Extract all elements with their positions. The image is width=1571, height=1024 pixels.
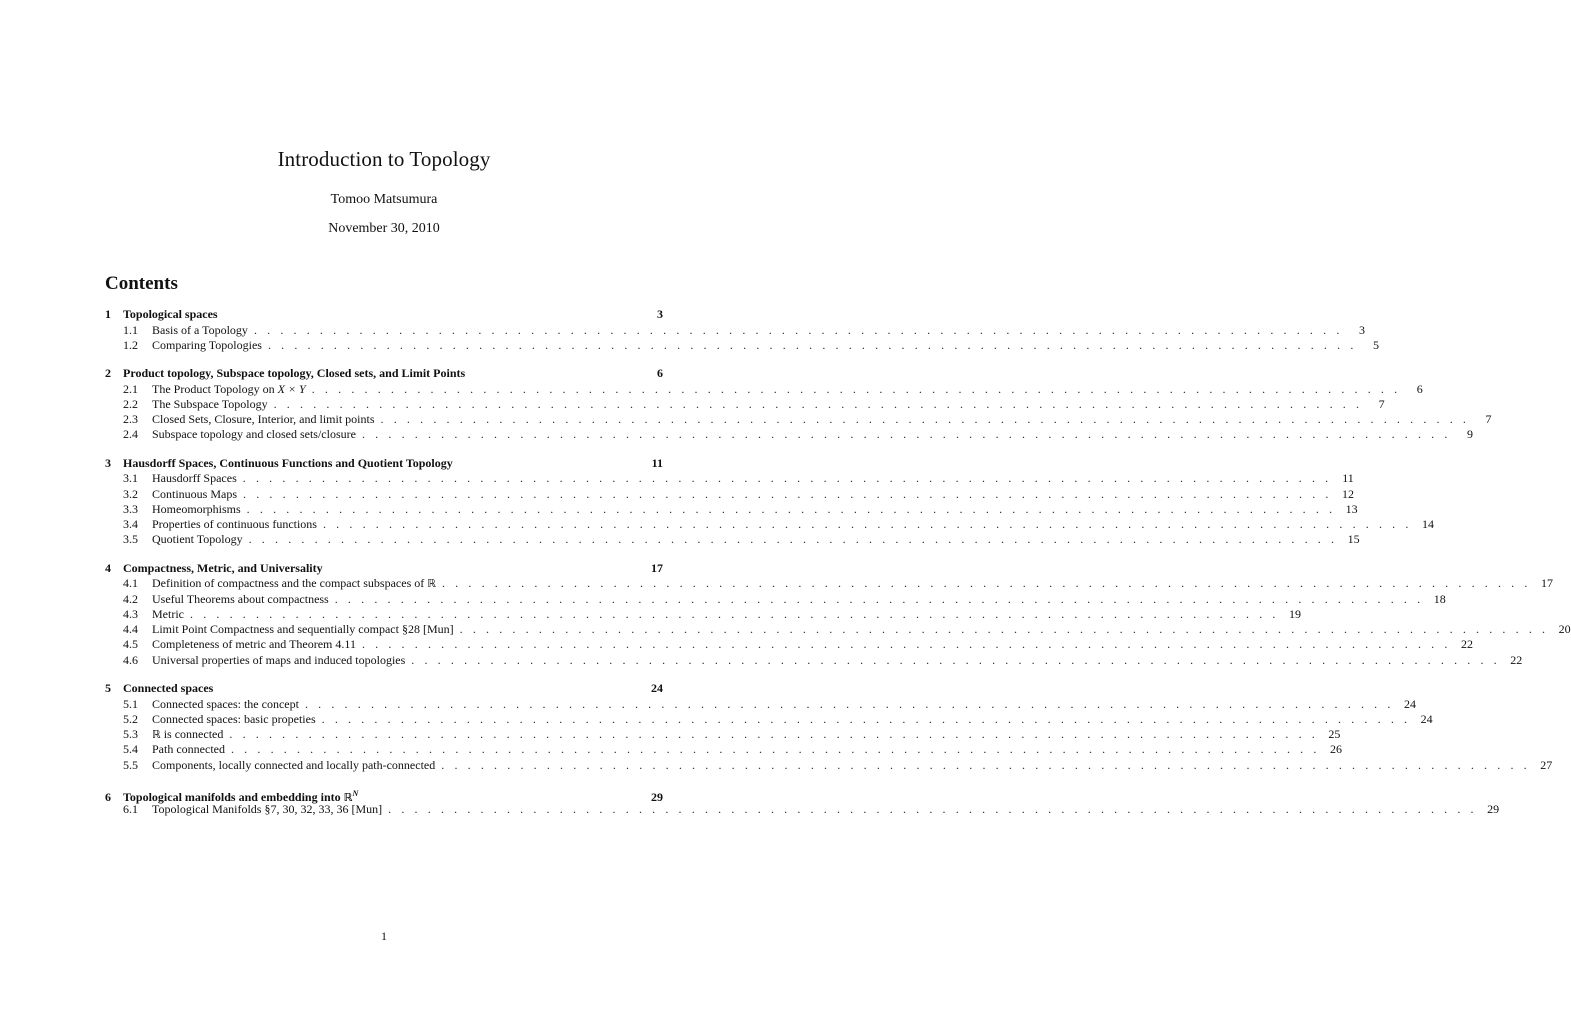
section-title-text: Topological spaces [123,307,218,321]
subsection-title [152,607,184,622]
toc-subsection-row[interactable] [105,727,1341,742]
dot-leader: . . . . . . . . . . . . . . . . . . . . . . . . . . . . . . . . . . . . . . . . . . . . . . . . . . . . . . . . . . . . . . . . . . . . . . . . . . . . . . . . . . . [243,486,1333,501]
section-number: 6 [105,790,111,805]
toc-section [105,560,1571,668]
subsection-title [152,502,241,517]
dot-leader: . . . . . . . . . . . . . . . . . . . . . . . . . . . . . . . . . . . . . . . . . . . . . . . . . . . . . . . . . . . . . . . . . . . . . . . . . . . . . . . . . . . [361,637,1451,652]
dot-leader: . . . . . . . . . . . . . . . . . . . . . . . . . . . . . . . . . . . . . . . . . . . . . . . . . . . . . . . . . . . . . . . . . . . . . . . . . . . . . . . . . . . [229,727,1319,742]
toc-subsection-row[interactable] [105,517,1434,532]
subsection-title-text: Properties of continuous functions [152,517,317,532]
subsection-title [152,697,299,712]
subsection-title [152,487,237,502]
subsection-title-text: Limit Point Compactness and sequentially compact §28 [Mun] [152,622,454,637]
contents-heading: Contents [105,273,178,294]
section-page: 3 [657,307,663,321]
subsection-title-text: Components, locally connected and locally path-connected [152,757,436,772]
toc-subsection-row[interactable] [105,606,1301,622]
subsection-number: 3.5 [123,532,138,547]
subsection-number: 4.3 [123,606,138,621]
subsection-number: 2.4 [123,427,138,442]
subsection-title-text: The Product Topology on [152,381,278,396]
section-title-text: Topological manifolds and embedding into [123,790,344,805]
subsection-title [152,323,248,338]
subsection-number: 4.6 [123,652,138,667]
subsection-page: 7 [1378,396,1385,411]
subsection-title-text: Quotient Topology [152,532,243,547]
subsection-number: 4.1 [123,576,138,591]
toc-subsection-row[interactable] [105,337,1379,353]
dot-leader: . . . . . . . . . . . . . . . . . . . . . . . . . . . . . . . . . . . . . . . . . . . . . . . . . . . . . . . . . . . . . . . . . . . . . . . . . . . . . . . . . . . [441,576,1531,591]
subsection-title [152,427,356,442]
section-page: 11 [651,455,663,470]
section-title-text: Connected spaces [123,681,214,696]
subsection-page: 29 [1487,801,1500,816]
dot-leader: . . . . . . . . . . . . . . . . . . . . . . . . . . . . . . . . . . . . . . . . . . . . . . . . . . . . . . . . . . . . . . . . . . . . . . . . . . . . . . . . . . . [388,801,1478,816]
subsection-number: 5.2 [123,711,138,726]
dot-leader: . . . . . . . . . . . . . . . . . . . . . . . . . . . . . . . . . . . . . . . . . . . . . . . . . . . . . . . . . . . . . . . . . . . . . . . . . . . . . . . . . . . [246,501,1336,516]
subsection-title-math: ℝ [427,577,436,591]
dot-leader: . . . . . . . . . . . . . . . . . . . . . . . . . . . . . . . . . . . . . . . . . . . . . . . . . . . . . . . . . . . . . . . . . . . . . . . . . . . . . . . . . . . [242,471,1332,486]
toc-section [105,681,1553,773]
subsection-title [152,517,317,532]
subsection-title [152,637,356,652]
subsection-title [152,758,435,773]
subsection-title-text: Homeomorphisms [152,501,241,516]
subsection-title [152,576,436,591]
dot-leader: . . . . . . . . . . . . . . . . . . . . . . . . . . . . . . . . . . . . . . . . . . . . . . . . . . . . . . . . . . . . . . . . . . . . . . . . . . . . . . . . . . . [267,337,1357,352]
section-number: 4 [105,560,111,575]
subsection-title [152,622,454,637]
section-title-text: Compactness, Metric, and Universality [123,560,323,575]
subsection-title [152,338,262,353]
subsection-page: 24 [1403,696,1416,711]
subsection-title-text: Metric [152,606,184,621]
subsection-number: 6.1 [123,801,138,816]
subsection-title-text: Closed Sets, Closure, Interior, and limit points [152,412,375,427]
document-author: Tomoo Matsumura [330,192,438,207]
toc-section-row[interactable] [105,786,663,805]
subsection-page: 15 [1347,532,1360,547]
subsection-page: 6 [1416,381,1423,396]
subsection-page: 26 [1329,742,1342,757]
subsection-title [152,382,306,397]
dot-leader: . . . . . . . . . . . . . . . . . . . . . . . . . . . . . . . . . . . . . . . . . . . . . . . . . . . . . . . . . . . . . . . . . . . . . . . . . . . . . . . . . . . [248,532,1338,547]
dot-leader: . . . . . . . . . . . . . . . . . . . . . . . . . . . . . . . . . . . . . . . . . . . . . . . . . . . . . . . . . . . . . . . . . . . . . . . . . . . . . . . . . . . [380,412,1470,427]
subsection-title-text: Comparing Topologies [152,337,262,352]
subsection-number: 3.2 [123,486,138,501]
toc-subsection-row[interactable] [105,471,1354,486]
toc-section-row[interactable] [105,307,663,323]
toc-subsection-row[interactable] [105,412,1492,427]
section-title [123,366,465,382]
subsection-page: 17 [1540,576,1553,591]
subsection-number: 3.4 [123,517,138,532]
toc-section [105,786,1500,817]
toc-section-row[interactable] [105,456,663,472]
toc-subsection-row[interactable] [105,532,1360,547]
subsection-title [152,412,375,427]
dot-leader: . . . . . . . . . . . . . . . . . . . . . . . . . . . . . . . . . . . . . . . . . . . . . . . . . . . . . . . . . . . . . . . . . . . . . . . . . . . . . . . . . . . [441,757,1531,772]
subsection-number: 2.3 [123,412,138,427]
subsection-title [152,727,223,742]
subsection-title [152,532,243,547]
section-title [123,561,323,577]
toc-subsection-row[interactable] [105,696,1416,712]
subsection-title-text: The Subspace Topology [152,396,268,411]
subsection-page: 9 [1466,427,1473,442]
section-number: 2 [105,366,111,381]
subsection-title-text: Connected spaces: basic propeties [152,711,316,726]
section-title-math: ℝ [343,791,353,805]
dot-leader: . . . . . . . . . . . . . . . . . . . . . . . . . . . . . . . . . . . . . . . . . . . . . . . . . . . . . . . . . . . . . . . . . . . . . . . . . . . . . . . . . . . [411,652,1501,667]
subsection-title-text: Universal properties of maps and induced topologies [152,652,406,667]
subsection-number: 1.1 [123,322,138,337]
toc-subsection-row[interactable] [105,381,1423,397]
toc-subsection-row[interactable] [105,711,1433,727]
subsection-title-text: Path connected [152,742,225,757]
section-page: 17 [651,560,663,575]
dot-leader: . . . . . . . . . . . . . . . . . . . . . . . . . . . . . . . . . . . . . . . . . . . . . . . . . . . . . . . . . . . . . . . . . . . . . . . . . . . . . . . . . . . [230,742,1320,757]
toc-subsection-row[interactable] [105,801,1500,817]
section-page: 24 [651,681,663,696]
subsection-page: 22 [1460,637,1473,652]
subsection-title-text: Subspace topology and closed sets/closure [152,427,356,442]
subsection-number: 2.2 [123,396,138,411]
subsection-title [152,742,225,757]
toc-subsection-row[interactable] [105,757,1553,773]
toc-section [105,455,1434,548]
subsection-number: 5.5 [123,757,138,772]
subsection-title-text: Basis of a Topology [152,322,248,337]
section-page: 29 [651,790,663,805]
dot-leader: . . . . . . . . . . . . . . . . . . . . . . . . . . . . . . . . . . . . . . . . . . . . . . . . . . . . . . . . . . . . . . . . . . . . . . . . . . . . . . . . . . . [273,396,1363,411]
subsection-title-math: X × Y [277,381,306,396]
section-number: 3 [105,455,111,470]
subsection-number: 1.2 [123,337,138,352]
toc-section-row[interactable] [105,681,663,697]
section-page: 6 [657,366,663,381]
toc-subsection-row[interactable] [105,486,1355,502]
toc-subsection-row[interactable] [105,322,1365,338]
subsection-title [152,471,237,486]
subsection-number: 2.1 [123,381,138,396]
toc-subsection-row[interactable] [105,591,1446,607]
toc-subsection-row[interactable] [105,742,1342,757]
subsection-number: 5.3 [123,727,138,742]
subsection-title-text: is connected [160,727,224,742]
subsection-title-text: Continuous Maps [152,486,238,501]
subsection-number: 3.1 [123,471,138,486]
toc-section-row[interactable] [105,366,663,382]
subsection-title [152,653,405,668]
section-number: 5 [105,681,111,696]
section-title-text: Product topology, Subspace topology, Closed sets, and Limit Points [123,366,466,381]
subsection-page: 25 [1328,727,1341,742]
subsection-number: 5.4 [123,742,138,757]
toc-subsection-row[interactable] [105,652,1523,668]
subsection-page: 22 [1510,652,1523,667]
subsection-page: 5 [1372,337,1379,352]
subsection-page: 3 [1358,322,1365,337]
toc-subsection-row[interactable] [105,576,1553,591]
page-number: 1 [381,929,387,943]
toc-subsection-row[interactable] [105,501,1358,517]
toc-subsection-row[interactable] [105,427,1473,442]
dot-leader: . . . . . . . . . . . . . . . . . . . . . . . . . . . . . . . . . . . . . . . . . . . . . . . . . . . . . . . . . . . . . . . . . . . . . . . . . . . . . . . . . . . [321,711,1411,726]
subsection-page: 11 [1342,471,1354,486]
subsection-title-text: Connected spaces: the concept [152,696,299,711]
subsection-title-text: Hausdorff Spaces [152,471,237,486]
subsection-page: 7 [1485,412,1492,427]
subsection-page: 13 [1345,501,1358,516]
section-title-superscript: N [352,789,359,799]
subsection-number: 5.1 [123,696,138,711]
subsection-title-text: Useful Theorems about compactness [152,591,329,606]
dot-leader: . . . . . . . . . . . . . . . . . . . . . . . . . . . . . . . . . . . . . . . . . . . . . . . . . . . . . . . . . . . . . . . . . . . . . . . . . . . . . . . . . . . [311,381,1401,396]
subsection-page: 14 [1421,517,1434,532]
dot-leader: . . . . . . . . . . . . . . . . . . . . . . . . . . . . . . . . . . . . . . . . . . . . . . . . . . . . . . . . . . . . . . . . . . . . . . . . . . . . . . . . . . . [304,696,1394,711]
toc-section [105,366,1492,443]
subsection-page: 24 [1420,711,1433,726]
section-title [123,681,213,697]
subsection-title-text: Topological Manifolds §7, 30, 32, 33, 36 [Mun] [152,801,383,816]
subsection-title-text: Completeness of metric and Theorem 4.11 [152,637,356,652]
section-title-text: Hausdorff Spaces, Continuous Functions and Quotient Topology [123,455,453,470]
subsection-number: 3.3 [123,501,138,516]
dot-leader: . . . . . . . . . . . . . . . . . . . . . . . . . . . . . . . . . . . . . . . . . . . . . . . . . . . . . . . . . . . . . . . . . . . . . . . . . . . . . . . . . . . [322,517,1412,532]
dot-leader: . . . . . . . . . . . . . . . . . . . . . . . . . . . . . . . . . . . . . . . . . . . . . . . . . . . . . . . . . . . . . . . . . . . . . . . . . . . . . . . . . . . [334,591,1424,606]
subsection-page: 27 [1540,757,1553,772]
subsection-page: 12 [1342,486,1355,501]
subsection-title-math: ℝ [152,728,161,742]
document-title: Introduction to Topology [277,147,491,171]
toc-subsection-row[interactable] [105,396,1385,412]
dot-leader: . . . . . . . . . . . . . . . . . . . . . . . . . . . . . . . . . . . . . . . . . . . . . . . . . . . . . . . . . . . . . . . . . . . . . . . . . . . . . . . . . . . [361,427,1451,442]
section-title [123,307,218,323]
subsection-number: 4.5 [123,637,138,652]
toc-subsection-row[interactable] [105,637,1473,652]
toc-section-row[interactable] [105,561,663,577]
subsection-title [152,592,329,607]
subsection-title [152,712,316,727]
toc-section [105,307,1379,353]
subsection-number: 4.2 [123,591,138,606]
table-of-contents [105,307,1571,830]
section-number: 1 [105,307,111,321]
section-title [123,456,453,472]
subsection-title-text: Definition of compactness and the compact subspaces of [152,576,428,591]
subsection-number: 4.4 [123,622,138,637]
subsection-page: 18 [1433,591,1446,606]
dot-leader: . . . . . . . . . . . . . . . . . . . . . . . . . . . . . . . . . . . . . . . . . . . . . . . . . . . . . . . . . . . . . . . . . . . . . . . . . . . . . . . . . . . [253,322,1343,337]
subsection-page: 19 [1289,606,1301,621]
subsection-title [152,397,268,412]
dot-leader: . . . . . . . . . . . . . . . . . . . . . . . . . . . . . . . . . . . . . . . . . . . . . . . . . . . . . . . . . . . . . . . . . . . . . . . . . . . . . . . . . . . [190,606,1279,621]
toc-subsection-row[interactable] [105,622,1571,637]
subsection-title [152,802,382,817]
dot-leader: . . . . . . . . . . . . . . . . . . . . . . . . . . . . . . . . . . . . . . . . . . . . . . . . . . . . . . . . . . . . . . . . . . . . . . . . . . . . . . . . . . . [459,622,1549,637]
document-date: November 30, 2010 [328,221,440,236]
subsection-page: 20 [1558,622,1571,637]
